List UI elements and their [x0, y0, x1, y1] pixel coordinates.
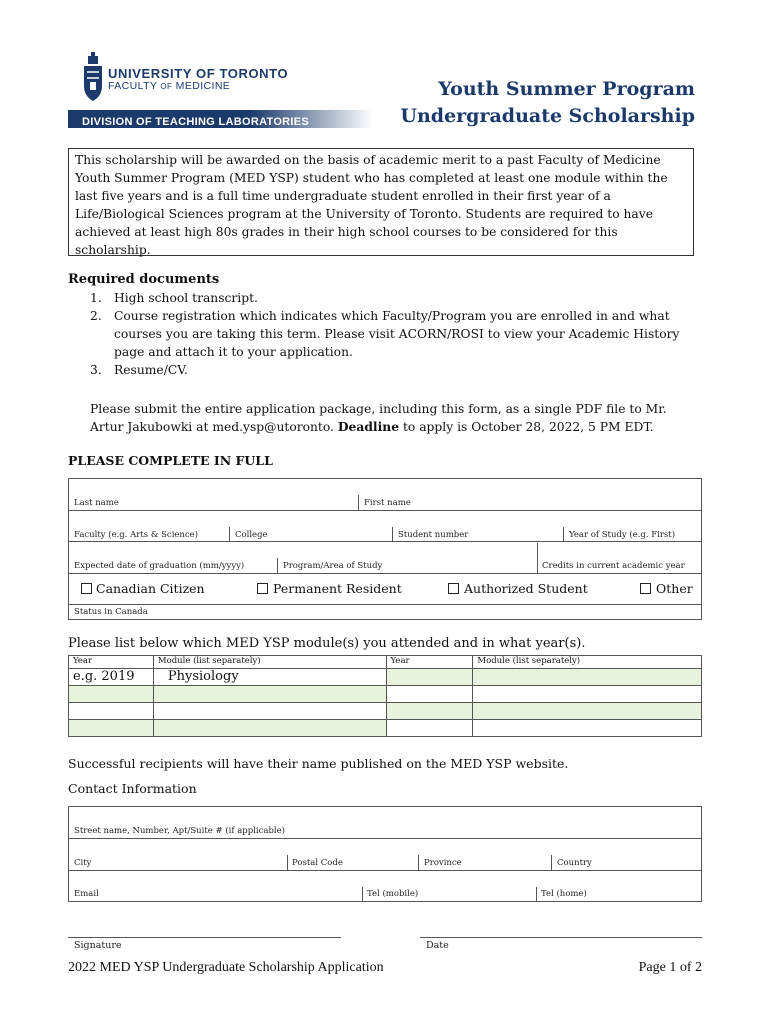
year-cell[interactable] — [386, 669, 473, 686]
year-of-study-label: Year of Study (e.g. First) — [569, 530, 676, 540]
city-label: City — [74, 858, 92, 868]
modules-heading: Please list below which MED YSP module(s) you attended and in what year(s). — [68, 636, 586, 651]
country-label: Country — [557, 858, 592, 868]
modules-table — [68, 655, 702, 737]
footer-title: 2022 MED YSP Undergraduate Scholarship Application — [68, 960, 384, 975]
required-documents-list — [90, 289, 700, 379]
graduation-date-label: Expected date of graduation (mm/yyyy) — [74, 561, 245, 571]
module-cell[interactable] — [473, 669, 702, 686]
page-title-line2: Undergraduate Scholarship — [400, 105, 695, 127]
canadian-citizen-label: Canadian Citizen — [96, 581, 205, 596]
example-module-cell[interactable]: Physiology — [153, 669, 386, 686]
year-cell[interactable] — [69, 720, 154, 737]
list-item: 1. High school transcript. — [90, 291, 258, 305]
complete-in-full-heading: PLEASE COMPLETE IN FULL — [68, 453, 273, 468]
module-cell[interactable] — [473, 703, 702, 720]
table-row — [69, 669, 702, 686]
division-name: DIVISION OF TEACHING LABORATORIES — [82, 116, 310, 128]
student-number-label: Student number — [398, 530, 469, 540]
last-name-label: Last name — [74, 498, 119, 508]
module-cell[interactable] — [153, 686, 386, 703]
university-crest-icon — [82, 52, 104, 102]
table-row — [69, 686, 702, 703]
module-cell[interactable] — [153, 703, 386, 720]
authorized-student-label: Authorized Student — [464, 581, 588, 596]
year-cell[interactable] — [386, 686, 473, 703]
tel-mobile-label: Tel (mobile) — [367, 889, 419, 899]
page-title-line1: Youth Summer Program — [438, 78, 695, 100]
table-row — [69, 703, 702, 720]
street-label: Street name, Number, Apt/Suite # (if applicable) — [74, 826, 285, 836]
table-header-row — [69, 656, 702, 669]
permanent-resident-checkbox[interactable] — [257, 583, 268, 594]
city-field[interactable] — [68, 838, 287, 870]
faculty-name: FACULTY OF MEDICINE — [108, 80, 231, 92]
year-cell[interactable] — [69, 703, 154, 720]
date-line[interactable] — [420, 937, 702, 938]
email-label: Email — [74, 889, 99, 899]
tel-home-label: Tel (home) — [541, 889, 587, 899]
submission-instructions: Please submit the entire application package, including this form, as a single PDF file to Mr. Artur Jakubowki at med.ysp@utoronto. Deadline to apply is October 28, 2022, 5 PM EDT. — [90, 402, 667, 434]
module-cell[interactable] — [473, 720, 702, 737]
province-label: Province — [424, 858, 462, 868]
university-name: UNIVERSITY OF TORONTO — [108, 66, 289, 81]
module-cell[interactable] — [473, 686, 702, 703]
module-header: Module (list separately) — [153, 656, 386, 669]
example-year-cell[interactable]: e.g. 2019 — [69, 669, 154, 686]
email-field[interactable] — [68, 870, 362, 902]
postal-code-label: Postal Code — [292, 858, 343, 868]
year-header-2: Year — [386, 656, 473, 669]
canadian-citizen-checkbox[interactable] — [81, 583, 92, 594]
list-item: 2. Course registration which indicates which Faculty/Program you are enrolled in and what courses you are taking this term. Please visit ACORN/ROSI to view your Academic History page and attach it to your application. — [90, 309, 680, 359]
first-name-label: First name — [364, 498, 411, 508]
date-label: Date — [426, 940, 449, 951]
year-cell[interactable] — [386, 703, 473, 720]
status-in-canada-label: Status in Canada — [74, 607, 148, 617]
permanent-resident-label: Permanent Resident — [273, 581, 402, 596]
college-label: College — [235, 530, 268, 540]
division-banner — [68, 110, 373, 128]
description-box: This scholarship will be awarded on the basis of academic merit to a past Faculty of Medicine Youth Summer Program (MED YSP) student who has completed at least one module within the last five years and is a full time undergraduate student enrolled in their first year of a Life/Biological Sciences program at the University of Toronto. Students are required to have achieved at least high 80s grades in their high school courses to be considered for this scholarship. — [68, 148, 694, 256]
year-cell[interactable] — [386, 720, 473, 737]
other-label: Other — [656, 581, 693, 596]
success-note: Successful recipients will have their name published on the MED YSP website. — [68, 756, 569, 771]
module-header-2: Module (list separately) — [473, 656, 702, 669]
list-item: 3. Resume/CV. — [90, 363, 188, 377]
other-checkbox[interactable] — [640, 583, 651, 594]
signature-line[interactable] — [68, 937, 341, 938]
signature-label: Signature — [74, 940, 122, 951]
faculty-label: Faculty (e.g. Arts & Science) — [74, 530, 199, 540]
module-cell[interactable] — [153, 720, 386, 737]
credits-label: Credits in current academic year — [542, 561, 685, 571]
year-header: Year — [69, 656, 154, 669]
authorized-student-checkbox[interactable] — [448, 583, 459, 594]
year-cell[interactable] — [69, 686, 154, 703]
program-label: Program/Area of Study — [283, 561, 383, 571]
table-row — [69, 720, 702, 737]
deadline-label: Deadline — [337, 419, 400, 434]
required-documents-heading: Required documents — [68, 272, 220, 287]
contact-heading: Contact Information — [68, 781, 197, 796]
page-number: Page 1 of 2 — [638, 960, 702, 975]
